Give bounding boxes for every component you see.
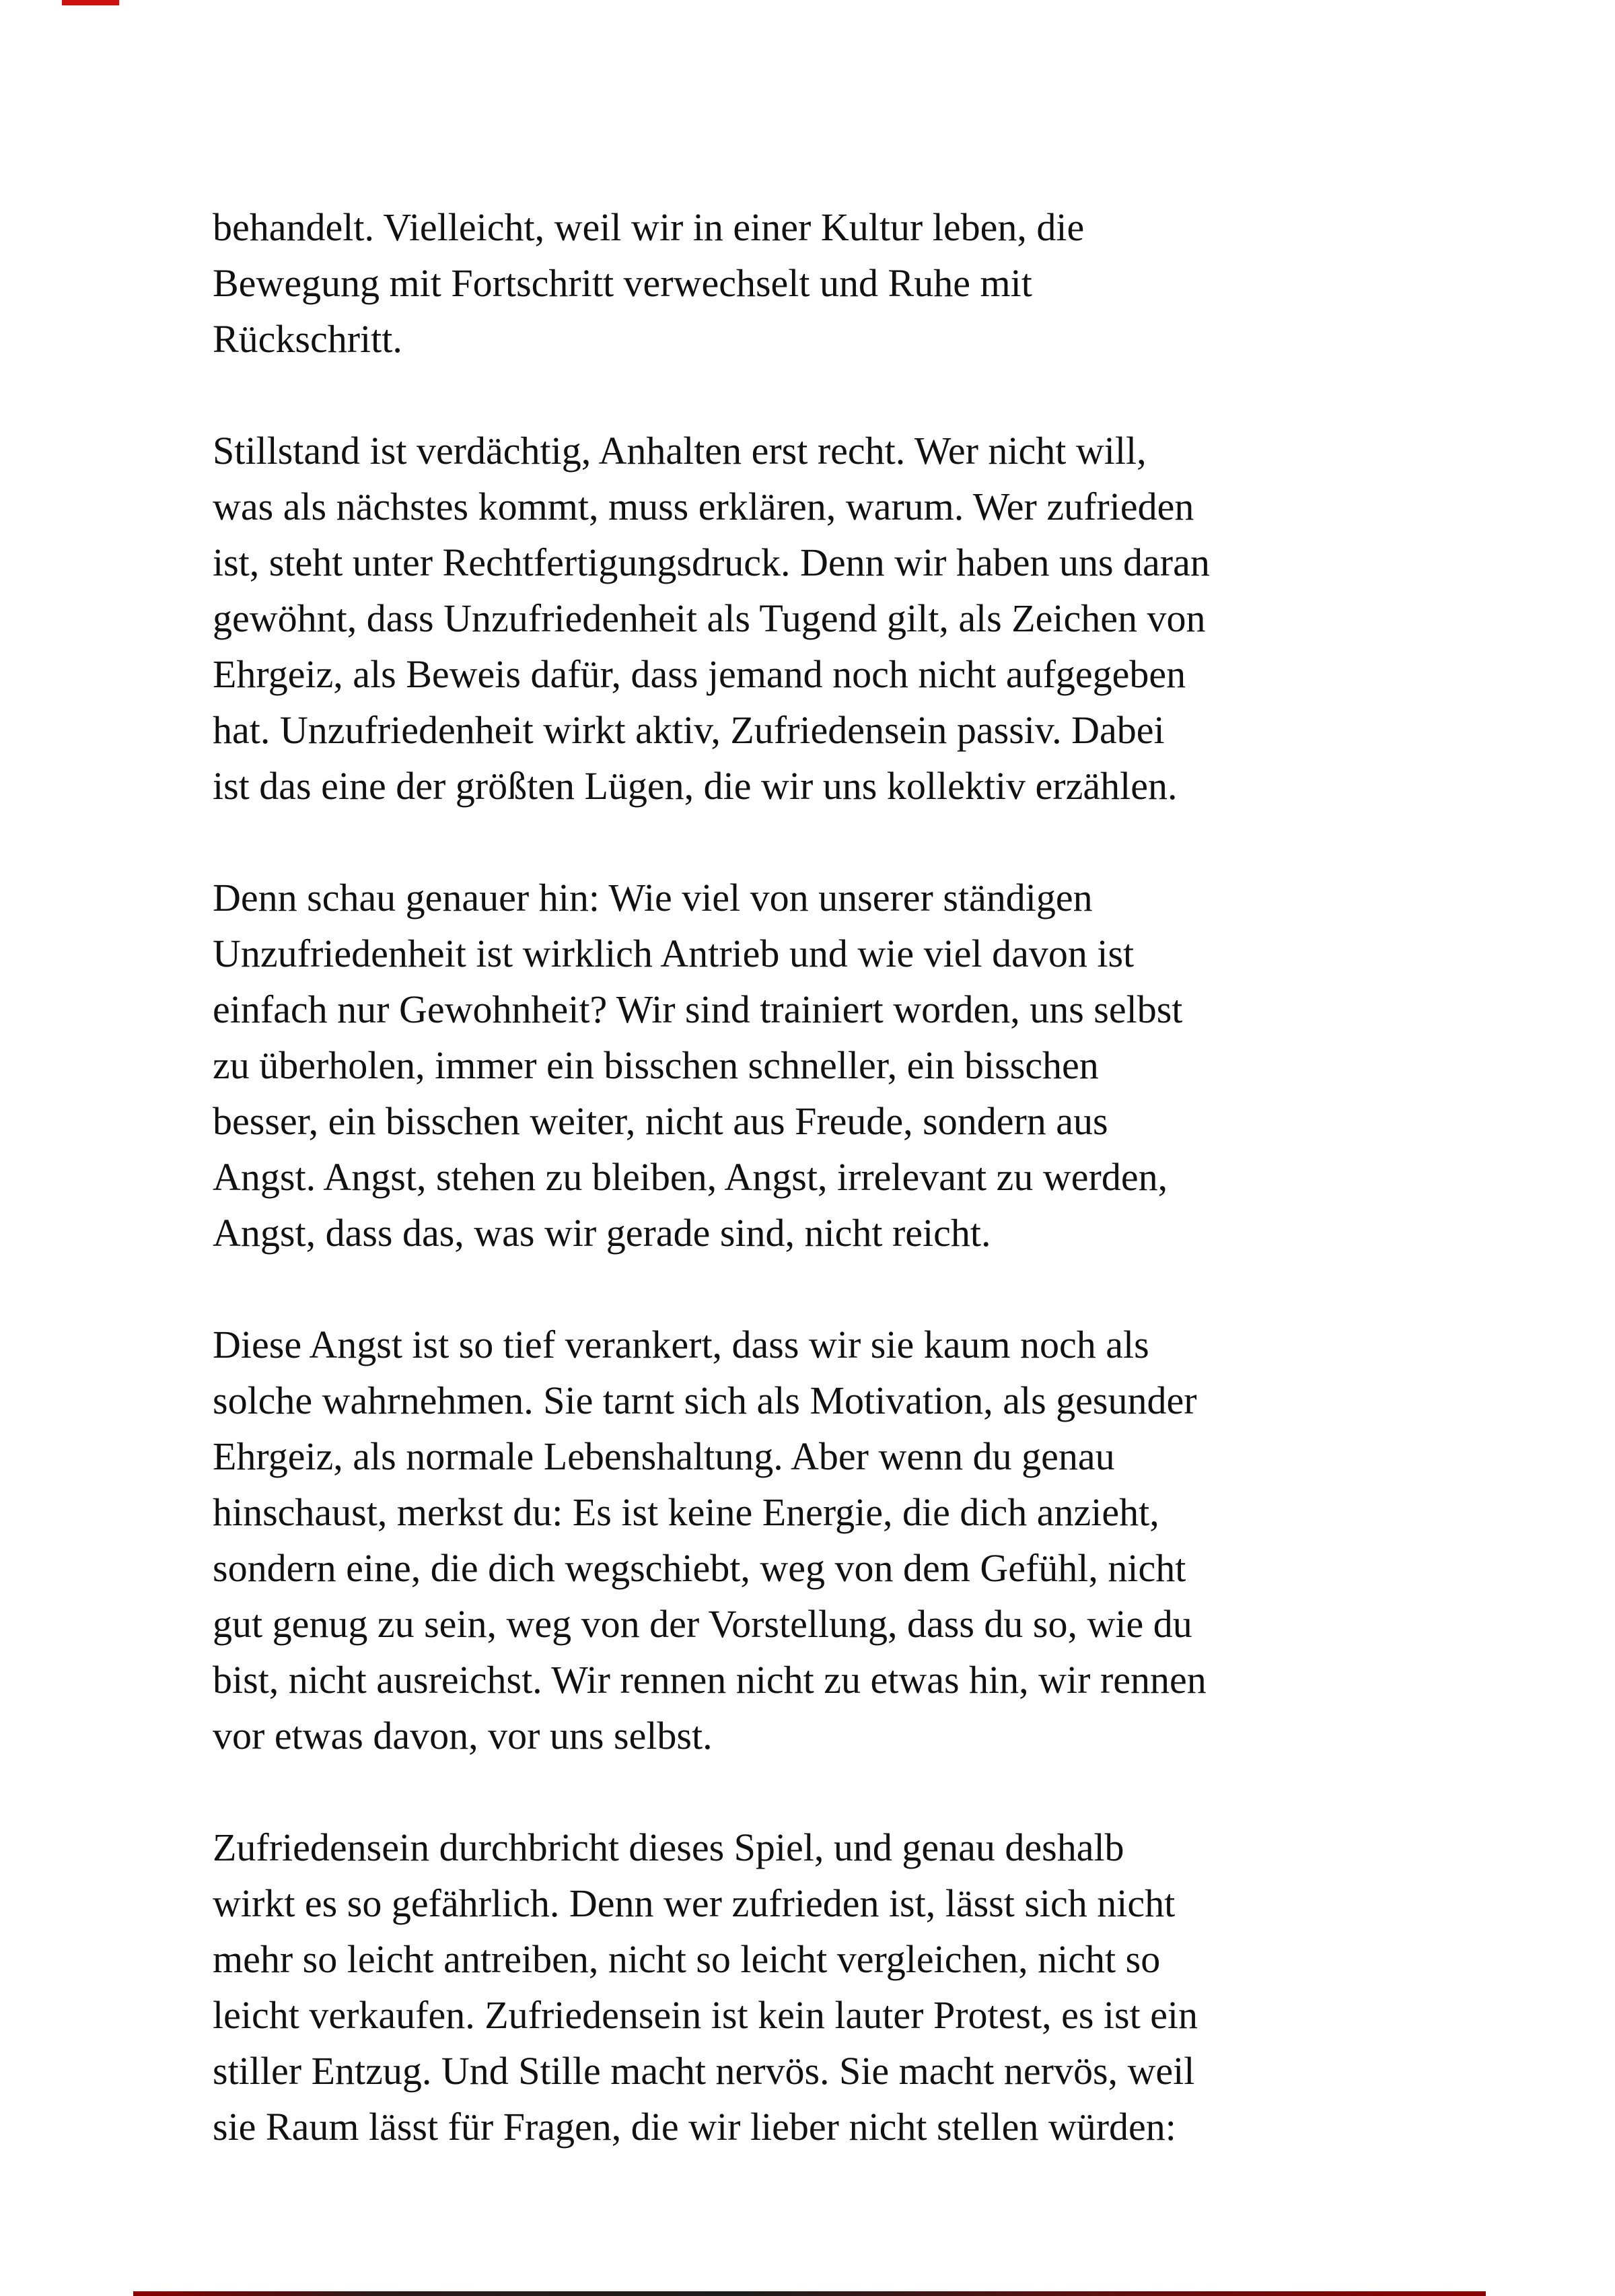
text-line: Ehrgeiz, als Beweis dafür, dass jemand noch nicht aufgegeben [213, 652, 1186, 696]
text-line: leicht verkaufen. Zufriedensein ist kein lauter Protest, es ist ein [213, 1993, 1198, 2037]
text-line: behandelt. Vielleicht, weil wir in einer Kultur leben, die [213, 205, 1085, 249]
text-line: besser, ein bisschen weiter, nicht aus Freude, sondern aus [213, 1099, 1108, 1143]
text-line: sie Raum lässt für Fragen, die wir lieber nicht stellen würden: [213, 2105, 1176, 2149]
text-line: ist, steht unter Rechtfertigungsdruck. Denn wir haben uns daran [213, 541, 1210, 584]
text-line: Bewegung mit Fortschritt verwechselt und Ruhe mit [213, 261, 1032, 305]
text-line: solche wahrnehmen. Sie tarnt sich als Motivation, als gesunder [213, 1379, 1197, 1422]
text-line: vor etwas davon, vor uns selbst. [213, 1714, 713, 1758]
text-line: Zufriedensein durchbricht dieses Spiel, und genau deshalb [213, 1825, 1124, 1869]
text-line: sondern eine, die dich wegschiebt, weg von dem Gefühl, nicht [213, 1546, 1186, 1590]
scan-artifact-bottom [133, 2291, 1486, 2296]
text-line: gut genug zu sein, weg von der Vorstellung, dass du so, wie du [213, 1602, 1192, 1646]
text-line: Stillstand ist verdächtig, Anhalten erst recht. Wer nicht will, [213, 429, 1147, 473]
paragraph-5 [213, 1819, 1511, 2155]
text-line: zu überholen, immer ein bisschen schneller, ein bisschen [213, 1043, 1099, 1087]
text-line: Denn schau genauer hin: Wie viel von unserer ständigen [213, 876, 1093, 919]
text-line: ist das eine der größten Lügen, die wir uns kollektiv erzählen. [213, 764, 1178, 808]
scan-artifact-top [62, 0, 119, 5]
text-line: bist, nicht ausreichst. Wir rennen nicht zu etwas hin, wir rennen [213, 1658, 1207, 1702]
paragraph-1 [213, 199, 1511, 367]
text-line: hat. Unzufriedenheit wirkt aktiv, Zufriedensein passiv. Dabei [213, 708, 1165, 752]
paragraph-4 [213, 1317, 1511, 1764]
paragraph-3 [213, 870, 1511, 1261]
text-line: Ehrgeiz, als normale Lebenshaltung. Aber wenn du genau [213, 1434, 1115, 1478]
text-line: Angst, dass das, was wir gerade sind, nicht reicht. [213, 1211, 991, 1255]
text-block [213, 199, 1511, 2211]
text-line: was als nächstes kommt, muss erklären, warum. Wer zufrieden [213, 485, 1194, 528]
text-line: mehr so leicht antreiben, nicht so leicht vergleichen, nicht so [213, 1937, 1161, 1981]
text-line: hinschaust, merkst du: Es ist keine Energie, die dich anzieht, [213, 1490, 1159, 1534]
text-line: stiller Entzug. Und Stille macht nervös. Sie macht nervös, weil [213, 2049, 1195, 2093]
text-line: wirkt es so gefährlich. Denn wer zufrieden ist, lässt sich nicht [213, 1881, 1176, 1925]
text-line: Rückschritt. [213, 317, 402, 361]
text-line: Unzufriedenheit ist wirklich Antrieb und wie viel davon ist [213, 932, 1135, 975]
paragraph-2 [213, 423, 1511, 814]
text-line: Angst. Angst, stehen zu bleiben, Angst, irrelevant zu werden, [213, 1155, 1168, 1199]
text-line: einfach nur Gewohnheit? Wir sind trainiert worden, uns selbst [213, 987, 1183, 1031]
text-line: gewöhnt, dass Unzufriedenheit als Tugend gilt, als Zeichen von [213, 596, 1206, 640]
text-line: Diese Angst ist so tief verankert, dass wir sie kaum noch als [213, 1323, 1149, 1366]
